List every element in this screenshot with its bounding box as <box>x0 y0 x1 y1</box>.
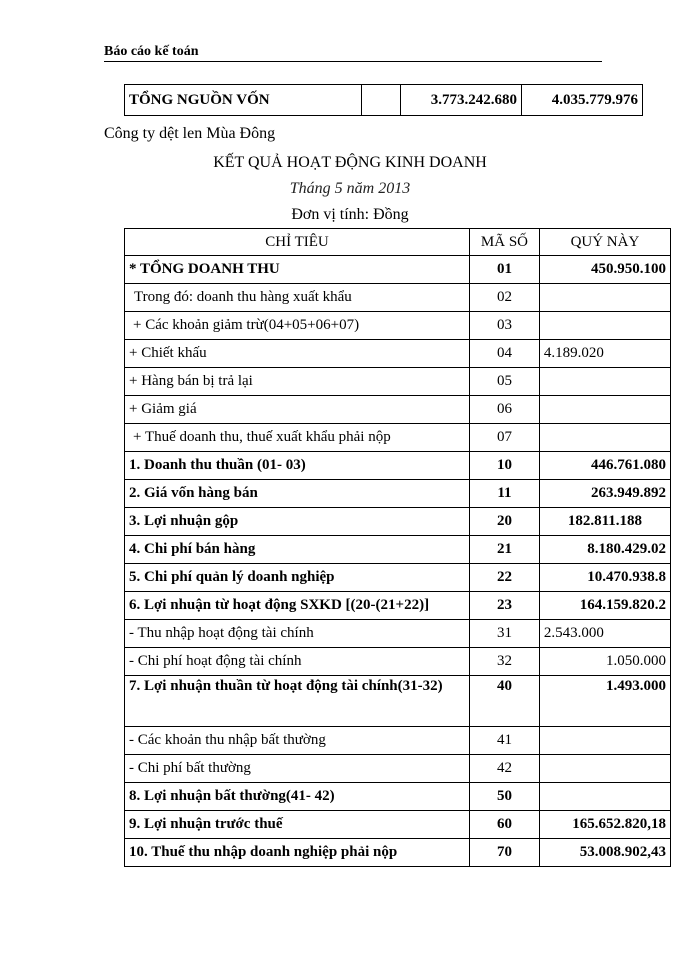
row-label: 10. Thuế thu nhập doanh nghiệp phải nộp <box>125 839 470 867</box>
table-row <box>125 452 671 480</box>
row-label: - Chi phí hoạt động tài chính <box>125 648 470 676</box>
report-period: Tháng 5 năm 2013 <box>289 180 411 197</box>
row-code: 21 <box>470 536 540 564</box>
row-value <box>539 727 670 755</box>
row-code: 42 <box>470 755 540 783</box>
table-row <box>125 256 671 284</box>
column-header-indicator: CHỈ TIÊU <box>125 229 470 256</box>
table-row <box>125 312 671 340</box>
table-row <box>125 783 671 811</box>
row-code: 06 <box>470 396 540 424</box>
row-code: 05 <box>470 368 540 396</box>
row-code: 50 <box>470 783 540 811</box>
row-label: - Các khoản thu nhập bất thường <box>125 727 470 755</box>
row-code: 04 <box>470 340 540 368</box>
table-header-row <box>125 229 671 256</box>
row-code: 40 <box>470 676 540 727</box>
row-code: 31 <box>470 620 540 648</box>
row-label: 2. Giá vốn hàng bán <box>125 480 470 508</box>
row-value: 10.470.938.8 <box>539 564 670 592</box>
row-label: + Các khoản giảm trừ(04+05+06+07) <box>125 312 470 340</box>
table-row <box>125 620 671 648</box>
row-label: 1. Doanh thu thuần (01- 03) <box>125 452 470 480</box>
row-value <box>539 783 670 811</box>
header-divider <box>104 61 602 62</box>
row-label: Trong đó: doanh thu hàng xuất khẩu <box>125 284 470 312</box>
table-row <box>125 839 671 867</box>
table-row <box>125 676 671 727</box>
table-row <box>125 536 671 564</box>
row-label: 8. Lợi nhuận bất thường(41- 42) <box>125 783 470 811</box>
row-label: * TỔNG DOANH THU <box>125 256 470 284</box>
row-label: - Chi phí bất thường <box>125 755 470 783</box>
table-row <box>125 508 671 536</box>
row-label: + Hàng bán bị trả lại <box>125 368 470 396</box>
column-header-quarter: QUÝ NÀY <box>539 229 670 256</box>
table-row <box>125 340 671 368</box>
row-label: 9. Lợi nhuận trước thuế <box>125 811 470 839</box>
row-value: 263.949.892 <box>539 480 670 508</box>
row-label: 7. Lợi nhuận thuần từ hoạt động tài chính(31-32) <box>125 676 470 727</box>
row-code: 02 <box>470 284 540 312</box>
row-label: + Thuế doanh thu, thuế xuất khẩu phải nộp <box>125 424 470 452</box>
row-value: 446.761.080 <box>539 452 670 480</box>
row-value: 164.159.820.2 <box>539 592 670 620</box>
row-label: 5. Chi phí quản lý doanh nghiệp <box>125 564 470 592</box>
report-unit: Đơn vị tính: Đồng <box>291 206 409 223</box>
table-row <box>125 284 671 312</box>
table-row <box>125 480 671 508</box>
row-value: 53.008.902,43 <box>539 839 670 867</box>
table-row <box>125 592 671 620</box>
row-code: 32 <box>470 648 540 676</box>
row-code: 07 <box>470 424 540 452</box>
table-row <box>125 424 671 452</box>
table-row <box>125 648 671 676</box>
company-name: Công ty dệt len Mùa Đông <box>104 125 276 142</box>
table-row <box>125 396 671 424</box>
row-value: 1.493.000 <box>539 676 670 727</box>
row-value: 182.811.188 <box>539 508 670 536</box>
row-label: - Thu nhập hoạt động tài chính <box>125 620 470 648</box>
income-statement-table <box>124 228 671 867</box>
row-value <box>539 368 670 396</box>
row-label: + Chiết khấu <box>125 340 470 368</box>
table-row <box>125 564 671 592</box>
row-label: 6. Lợi nhuận từ hoạt động SXKD [(20-(21+22)] <box>125 592 470 620</box>
row-value <box>539 755 670 783</box>
row-value: 2.543.000 <box>539 620 670 648</box>
row-value: 8.180.429.02 <box>539 536 670 564</box>
row-value: 165.652.820,18 <box>539 811 670 839</box>
row-value <box>539 396 670 424</box>
row-code: 60 <box>470 811 540 839</box>
row-label: + Giảm giá <box>125 396 470 424</box>
total-capital-value-1: 3.773.242.680 <box>401 85 522 116</box>
report-title: KẾT QUẢ HOẠT ĐỘNG KINH DOANH <box>213 154 487 171</box>
row-code: 23 <box>470 592 540 620</box>
row-code: 22 <box>470 564 540 592</box>
table-row <box>125 755 671 783</box>
table-row <box>125 811 671 839</box>
row-label: 3. Lợi nhuận gộp <box>125 508 470 536</box>
row-code: 01 <box>470 256 540 284</box>
column-header-code: MÃ SỐ <box>470 229 540 256</box>
row-code: 10 <box>470 452 540 480</box>
balance-total-table <box>124 84 643 116</box>
row-value: 1.050.000 <box>539 648 670 676</box>
table-row <box>125 368 671 396</box>
page-header: Báo cáo kế toán <box>104 44 199 59</box>
row-value: 450.950.100 <box>539 256 670 284</box>
row-value <box>539 284 670 312</box>
total-capital-label: TỔNG NGUỒN VỐN <box>125 85 362 116</box>
row-code: 03 <box>470 312 540 340</box>
total-capital-code <box>362 85 401 116</box>
row-code: 20 <box>470 508 540 536</box>
row-value: 4.189.020 <box>539 340 670 368</box>
table-row <box>125 85 643 116</box>
row-code: 11 <box>470 480 540 508</box>
row-value <box>539 312 670 340</box>
total-capital-value-2: 4.035.779.976 <box>522 85 643 116</box>
row-value <box>539 424 670 452</box>
row-code: 41 <box>470 727 540 755</box>
row-code: 70 <box>470 839 540 867</box>
row-label: 4. Chi phí bán hàng <box>125 536 470 564</box>
table-row <box>125 727 671 755</box>
